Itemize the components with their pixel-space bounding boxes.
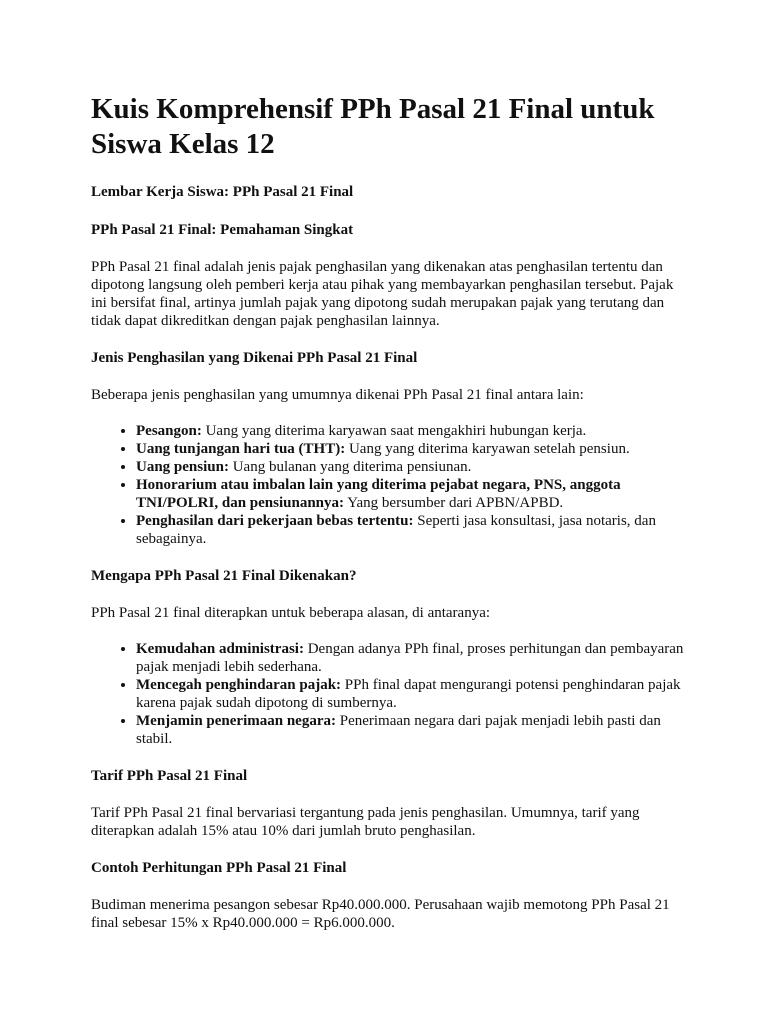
list-item xyxy=(136,512,691,548)
list-item-term: Menjamin penerimaan negara: xyxy=(136,713,336,729)
list-item-text: Uang bulanan yang diterima pensiunan. xyxy=(228,459,472,475)
list-item-text: Dengan adanya PPh final, proses perhitungan dan pembayaran pajak menjadi lebih sederhana. xyxy=(136,641,684,675)
list-item-text: Uang yang diterima karyawan setelah pensiun. xyxy=(345,441,630,457)
list-item-text: Penerimaan negara dari pajak menjadi lebih pasti dan stabil. xyxy=(136,713,661,747)
list-item-term: Mencegah penghindaran pajak: xyxy=(136,677,342,693)
list-item xyxy=(136,712,691,748)
list-item-term: Uang pensiun: xyxy=(136,459,229,475)
list-item-text: PPh final dapat mengurangi potensi penghindaran pajak karena pajak sudah dipotong di sumbernya. xyxy=(136,677,681,711)
list-item xyxy=(136,458,691,476)
list-item xyxy=(136,476,691,512)
reasons-list xyxy=(91,640,691,748)
list-item xyxy=(136,422,691,440)
income-types-list xyxy=(91,422,691,548)
list-item-text: Seperti jasa konsultasi, jasa notaris, dan sebagainya. xyxy=(136,513,656,547)
list-item xyxy=(136,676,691,712)
paragraph-example: Budiman menerima pesangon sebesar Rp40.000.000. Perusahaan wajib memotong PPh Pasal 21 final sebesar 15% x Rp40.000.000 = Rp6.000.000. xyxy=(91,897,670,931)
worksheet-label: Lembar Kerja Siswa: PPh Pasal 21 Final xyxy=(91,184,354,200)
list-item-text: Yang bersumber dari APBN/APBD. xyxy=(344,495,564,511)
section-heading-rates: Tarif PPh Pasal 21 Final xyxy=(91,768,248,784)
document-title: Kuis Komprehensif PPh Pasal 21 Final untuk Siswa Kelas 12 xyxy=(91,93,655,160)
list-item-term: Kemudahan administrasi: xyxy=(136,641,304,657)
list-item-term: Uang tunjangan hari tua (THT): xyxy=(136,441,346,457)
section-heading-understanding: PPh Pasal 21 Final: Pemahaman Singkat xyxy=(91,222,354,238)
paragraph-reasons-intro: PPh Pasal 21 final diterapkan untuk beberapa alasan, di antaranya: xyxy=(91,605,491,621)
list-item-term: Honorarium atau imbalan lain yang diterima pejabat negara, PNS, anggota TNI/POLRI, dan pensiunannya: xyxy=(136,477,621,511)
list-item xyxy=(136,440,691,458)
list-item-text: Uang yang diterima karyawan saat mengakhiri hubungan kerja. xyxy=(201,423,587,439)
paragraph-understanding: PPh Pasal 21 final adalah jenis pajak penghasilan yang dikenakan atas penghasilan tertentu dan dipotong langsung oleh pemberi kerja atau pihak yang membayarkan penghasilan tersebut. Pajak ini bersifat final, artinya jumlah pajak yang dipotong sudah merupakan pajak yang terutang dan tidak dapat dikreditkan dengan pajak penghasilan lainnya. xyxy=(91,259,674,329)
section-heading-income-types: Jenis Penghasilan yang Dikenai PPh Pasal 21 Final xyxy=(91,350,418,366)
paragraph-rates: Tarif PPh Pasal 21 final bervariasi tergantung pada jenis penghasilan. Umumnya, tarif yang diterapkan adalah 15% atau 10% dari jumlah bruto penghasilan. xyxy=(91,805,640,839)
paragraph-income-types-intro: Beberapa jenis penghasilan yang umumnya dikenai PPh Pasal 21 final antara lain: xyxy=(91,387,584,403)
section-heading-example: Contoh Perhitungan PPh Pasal 21 Final xyxy=(91,860,347,876)
section-heading-reasons: Mengapa PPh Pasal 21 Final Dikenakan? xyxy=(91,568,357,584)
list-item-term: Penghasilan dari pekerjaan bebas tertentu: xyxy=(136,513,414,529)
document-page xyxy=(91,92,691,950)
list-item-term: Pesangon: xyxy=(136,423,202,439)
list-item xyxy=(136,640,691,676)
